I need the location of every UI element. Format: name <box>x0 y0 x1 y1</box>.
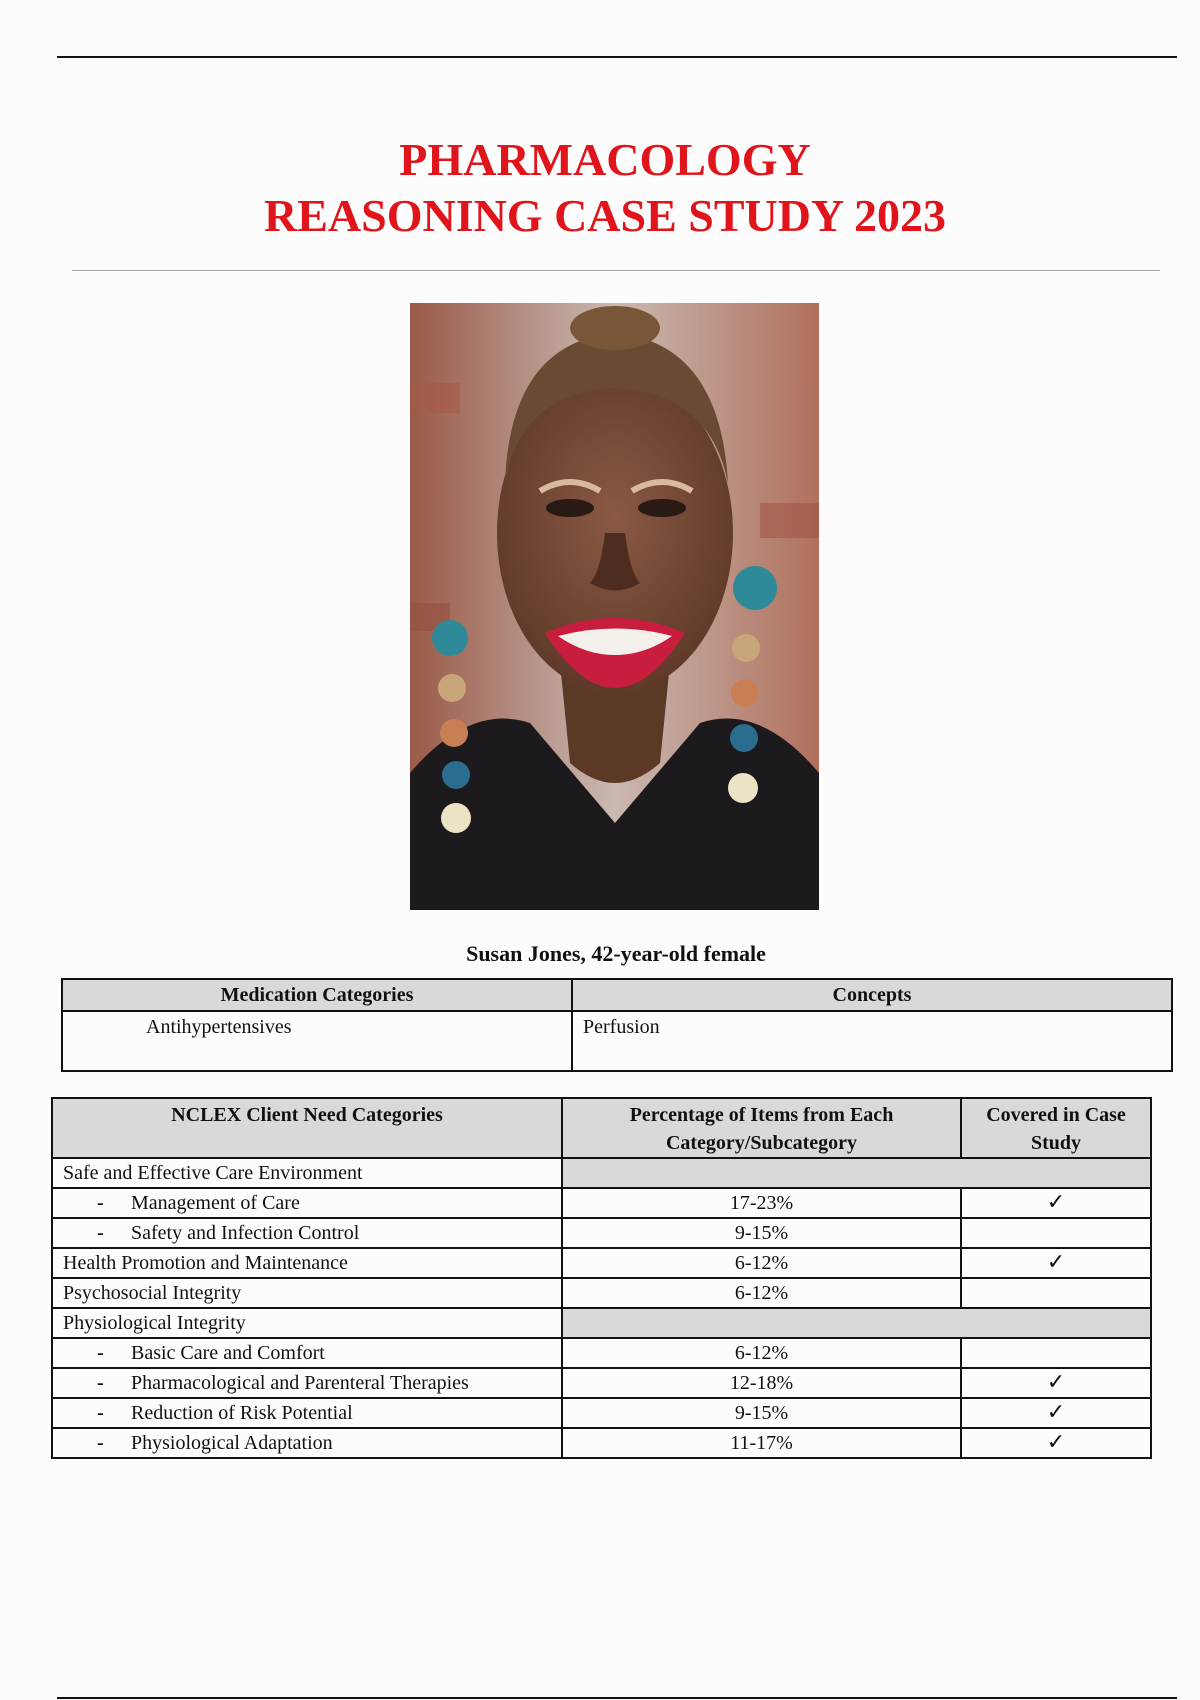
category-label-cell <box>52 1398 562 1428</box>
patient-portrait-image <box>410 303 819 910</box>
percentage-cell: 6-12% <box>562 1338 961 1368</box>
checkmark-icon: ✓ <box>961 1398 1151 1428</box>
title-line-1: PHARMACOLOGY <box>399 134 811 185</box>
covered-header: Covered in Case Study <box>961 1098 1151 1158</box>
category-label: Pharmacological and Parenteral Therapies <box>131 1372 469 1394</box>
bottom-rule <box>57 1697 1177 1699</box>
category-label: Physiological Adaptation <box>131 1432 333 1454</box>
subcategory-dash: - <box>97 1402 104 1424</box>
patient-portrait-icon <box>410 303 819 910</box>
checkmark-icon: ✓ <box>961 1368 1151 1398</box>
table-row <box>52 1278 1151 1308</box>
percentage-cell: 12-18% <box>562 1368 961 1398</box>
percentage-header: Percentage of Items from Each Category/Subcategory <box>562 1098 961 1158</box>
medication-category-cell: Antihypertensives <box>62 1011 572 1071</box>
checkmark-icon: ✓ <box>961 1428 1151 1458</box>
subcategory-dash: - <box>97 1432 104 1454</box>
table-row <box>52 1158 1151 1188</box>
percentage-cell: 9-15% <box>562 1398 961 1428</box>
table-row <box>52 1398 1151 1428</box>
table-row <box>52 1428 1151 1458</box>
table-row <box>52 1188 1151 1218</box>
table-row <box>62 1011 1172 1071</box>
category-label: Basic Care and Comfort <box>131 1342 325 1364</box>
percentage-cell: 6-12% <box>562 1278 961 1308</box>
percentage-cell: 9-15% <box>562 1218 961 1248</box>
table-row <box>52 1338 1151 1368</box>
category-label: Safety and Infection Control <box>131 1222 360 1244</box>
category-label: Management of Care <box>131 1192 300 1214</box>
category-label: Physiological Integrity <box>63 1312 246 1334</box>
category-label-cell <box>52 1278 562 1308</box>
shaded-cell <box>562 1158 1151 1188</box>
category-label-cell <box>52 1428 562 1458</box>
nclex-table <box>51 1097 1152 1459</box>
subcategory-dash: - <box>97 1342 104 1364</box>
category-label: Reduction of Risk Potential <box>131 1402 353 1424</box>
patient-caption: Susan Jones, 42-year-old female <box>466 941 766 966</box>
shaded-cell <box>562 1308 1151 1338</box>
document-title <box>0 132 1200 244</box>
category-label: Psychosocial Integrity <box>63 1282 242 1304</box>
subcategory-dash: - <box>97 1222 104 1244</box>
checkmark-icon <box>961 1278 1151 1308</box>
subcategory-dash: - <box>97 1192 104 1214</box>
table-row <box>52 1368 1151 1398</box>
checkmark-icon: ✓ <box>961 1248 1151 1278</box>
client-need-header: NCLEX Client Need Categories <box>52 1098 562 1158</box>
category-label-cell <box>52 1308 562 1338</box>
category-label-cell <box>52 1158 562 1188</box>
checkmark-icon <box>961 1338 1151 1368</box>
title-divider <box>72 270 1160 271</box>
title-line-2: REASONING CASE STUDY 2023 <box>263 190 947 241</box>
category-label-cell <box>52 1218 562 1248</box>
nclex-table-header <box>52 1098 1151 1158</box>
concepts-header: Concepts <box>572 979 1172 1011</box>
concept-cell: Perfusion <box>572 1011 1172 1071</box>
table-row <box>52 1218 1151 1248</box>
medication-table-header <box>62 979 1172 1011</box>
category-label: Safe and Effective Care Environment <box>63 1162 363 1184</box>
nclex-table-body <box>52 1158 1151 1458</box>
medication-categories-header: Medication Categories <box>62 979 572 1011</box>
table-row <box>52 1308 1151 1338</box>
category-label-cell <box>52 1248 562 1278</box>
table-row <box>52 1248 1151 1278</box>
category-label-cell <box>52 1188 562 1218</box>
percentage-cell: 6-12% <box>562 1248 961 1278</box>
subcategory-dash: - <box>97 1372 104 1394</box>
top-rule <box>57 56 1177 58</box>
category-label: Health Promotion and Maintenance <box>63 1252 348 1274</box>
medication-table <box>61 978 1173 1072</box>
category-label-cell <box>52 1338 562 1368</box>
checkmark-icon: ✓ <box>961 1188 1151 1218</box>
checkmark-icon <box>961 1218 1151 1248</box>
percentage-cell: 11-17% <box>562 1428 961 1458</box>
percentage-cell: 17-23% <box>562 1188 961 1218</box>
category-label-cell <box>52 1368 562 1398</box>
